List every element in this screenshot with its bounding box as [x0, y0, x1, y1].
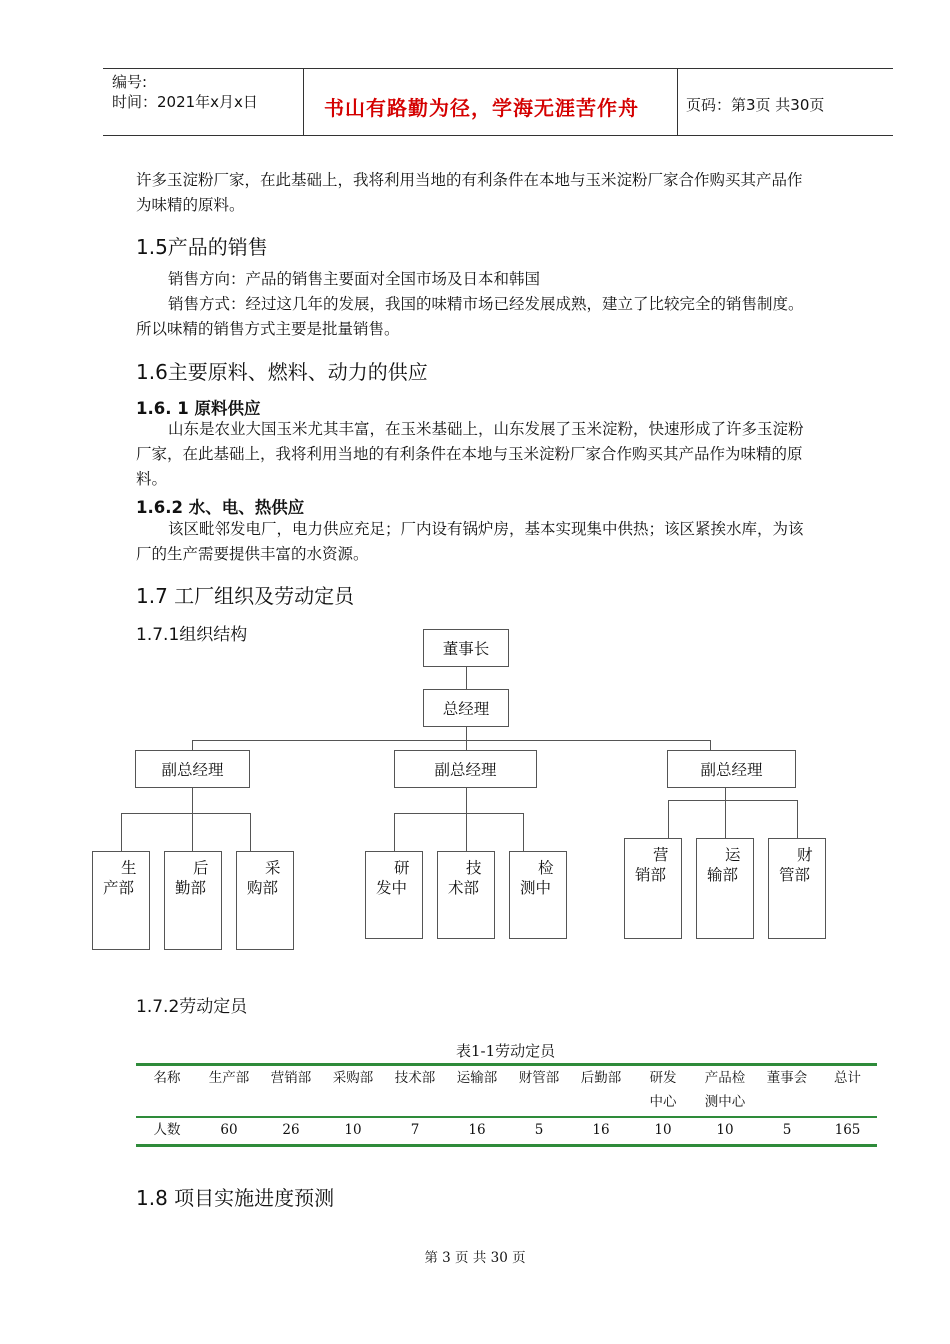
table-data-cell: 10 — [344, 1121, 362, 1138]
table-header-cell: 财管部 — [518, 1070, 560, 1086]
raw-material-line-3: 料。 — [136, 470, 168, 488]
table-data-cell: 26 — [282, 1121, 300, 1138]
connector-d1 — [121, 813, 122, 851]
header-divider-right — [677, 68, 678, 136]
table-header-cell: 董事会 — [766, 1070, 808, 1086]
table-data-cell: 7 — [410, 1121, 420, 1138]
header-bottom-rule — [103, 135, 893, 136]
connector-vp3 — [710, 740, 711, 750]
connector-vp-bus — [192, 740, 710, 741]
connector-d4 — [394, 813, 395, 851]
section-1-7-1-heading: 1.7.1组织结构 — [136, 625, 248, 645]
raw-material-line-1: 山东是农业大国玉米尤其丰富，在玉米基础上，山东发展了玉米淀粉，快速形成了许多玉淀粉 — [168, 420, 804, 438]
table-header-cell: 名称 — [153, 1070, 181, 1086]
connector-vp3-down — [725, 788, 726, 800]
page-footer: 第 3 页 共 30 页 — [424, 1250, 526, 1266]
header-divider-left — [303, 68, 304, 136]
table-data-cell: 10 — [654, 1121, 672, 1138]
table-header-cell: 生产部 — [208, 1070, 250, 1086]
table-header-cell: 营销部 — [270, 1070, 312, 1086]
table-header-cell: 研发 中心 — [649, 1070, 677, 1110]
org-box-chairman: 董事长 — [423, 629, 509, 667]
connector-d8 — [725, 800, 726, 838]
connector-chairman-gm — [466, 667, 467, 689]
connector-d3 — [250, 813, 251, 851]
table-header-cell: 后勤部 — [580, 1070, 622, 1086]
table-data-cell: 16 — [592, 1121, 610, 1138]
intro-paragraph — [136, 168, 860, 218]
sales-method-line-1: 销售方式：经过这几年的发展，我国的味精市场已经发展成熟，建立了比较完全的销售制度。 — [168, 295, 804, 313]
table-header-cell: 总计 — [834, 1070, 861, 1086]
table-caption: 表1-1劳动定员 — [456, 1042, 556, 1060]
section-1-6-heading: 1.6主要原料、燃料、动力的供应 — [136, 360, 428, 384]
org-box-purchasing: 采 购部 — [236, 851, 294, 950]
header-top-rule — [103, 68, 893, 69]
table-data-cell: 5 — [782, 1121, 792, 1138]
header-motto: 书山有路勤为径，学海无涯苦作舟 — [324, 96, 639, 120]
org-box-transport: 运 输部 — [696, 838, 754, 939]
org-box-vp-3: 副总经理 — [667, 750, 796, 788]
section-1-6-2-heading: 1.6.2 水、电、热供应 — [136, 498, 305, 517]
table-data-cell: 60 — [220, 1121, 238, 1138]
org-box-production: 生 产部 — [92, 851, 150, 950]
table-bottom-rule — [136, 1144, 877, 1147]
connector-vp1-down — [192, 788, 193, 813]
table-header-cell: 产品检 测中心 — [704, 1070, 746, 1110]
table-header-cell: 运输部 — [456, 1070, 498, 1086]
connector-d2 — [192, 813, 193, 851]
connector-vp2-down — [466, 788, 467, 813]
org-box-sales: 营 销部 — [624, 838, 682, 939]
org-box-technical: 技 术部 — [437, 851, 495, 939]
section-1-5-body — [136, 267, 860, 342]
org-box-finance: 财 管部 — [768, 838, 826, 939]
table-data-cell: 10 — [716, 1121, 734, 1138]
table-data-cell: 165 — [834, 1121, 861, 1138]
document-number-label: 编号: — [112, 73, 148, 91]
connector-d6 — [523, 813, 524, 851]
intro-line-2: 为味精的原料。 — [136, 196, 245, 214]
section-1-6-1-heading: 1.6. 1 原料供应 — [136, 399, 261, 418]
org-box-inspection: 检 测中 — [509, 851, 567, 939]
intro-line-1: 许多玉淀粉厂家，在此基础上，我将利用当地的有利条件在本地与玉米淀粉厂家合作购买其产品作 — [136, 171, 803, 189]
org-box-gm: 总经理 — [423, 689, 509, 727]
utility-line-2: 厂的生产需要提供丰富的水资源。 — [136, 545, 369, 563]
connector-d9 — [797, 800, 798, 838]
table-data-cell: 16 — [468, 1121, 486, 1138]
staffing-table — [136, 1063, 877, 1147]
section-1-8-heading: 1.8 项目实施进度预测 — [136, 1186, 335, 1210]
table-data-row — [136, 1118, 877, 1144]
section-1-6-2-body — [136, 517, 860, 567]
table-header-cell: 技术部 — [394, 1070, 436, 1086]
org-box-vp-2: 副总经理 — [394, 750, 537, 788]
table-data-cell: 5 — [534, 1121, 544, 1138]
table-data-cell: 人数 — [153, 1121, 181, 1138]
document-time-label: 时间：2021年x月x日 — [112, 93, 258, 111]
connector-d7 — [668, 800, 669, 838]
sales-direction: 销售方向：产品的销售主要面对全国市场及日本和韩国 — [168, 270, 541, 288]
connector-group3-bus — [668, 800, 797, 801]
org-box-logistics: 后 勤部 — [164, 851, 222, 950]
raw-material-line-2: 厂家，在此基础上，我将利用当地的有利条件在本地与玉米淀粉厂家合作购买其产品作为味精的原 — [136, 445, 803, 463]
sales-method-line-2: 所以味精的销售方式主要是批量销售。 — [136, 320, 400, 338]
connector-d5 — [466, 813, 467, 851]
utility-line-1: 该区毗邻发电厂，电力供应充足；厂内设有锅炉房，基本实现集中供热；该区紧挨水库，为该 — [168, 520, 804, 538]
section-1-7-2-heading: 1.7.2劳动定员 — [136, 997, 248, 1017]
connector-gm-down — [466, 726, 467, 740]
header-page-label: 页码：第3页 共30页 — [686, 96, 825, 114]
connector-vp2 — [466, 740, 467, 750]
connector-group1-bus — [121, 813, 250, 814]
org-box-vp-1: 副总经理 — [135, 750, 250, 788]
connector-group2-bus — [394, 813, 523, 814]
table-header-row — [136, 1066, 877, 1116]
section-1-6-1-body — [136, 417, 860, 492]
section-1-5-heading: 1.5产品的销售 — [136, 235, 268, 259]
org-box-rnd: 研 发中 — [365, 851, 423, 939]
connector-vp1 — [192, 740, 193, 750]
section-1-7-heading: 1.7 工厂组织及劳动定员 — [136, 584, 355, 608]
table-header-cell: 采购部 — [332, 1070, 374, 1086]
